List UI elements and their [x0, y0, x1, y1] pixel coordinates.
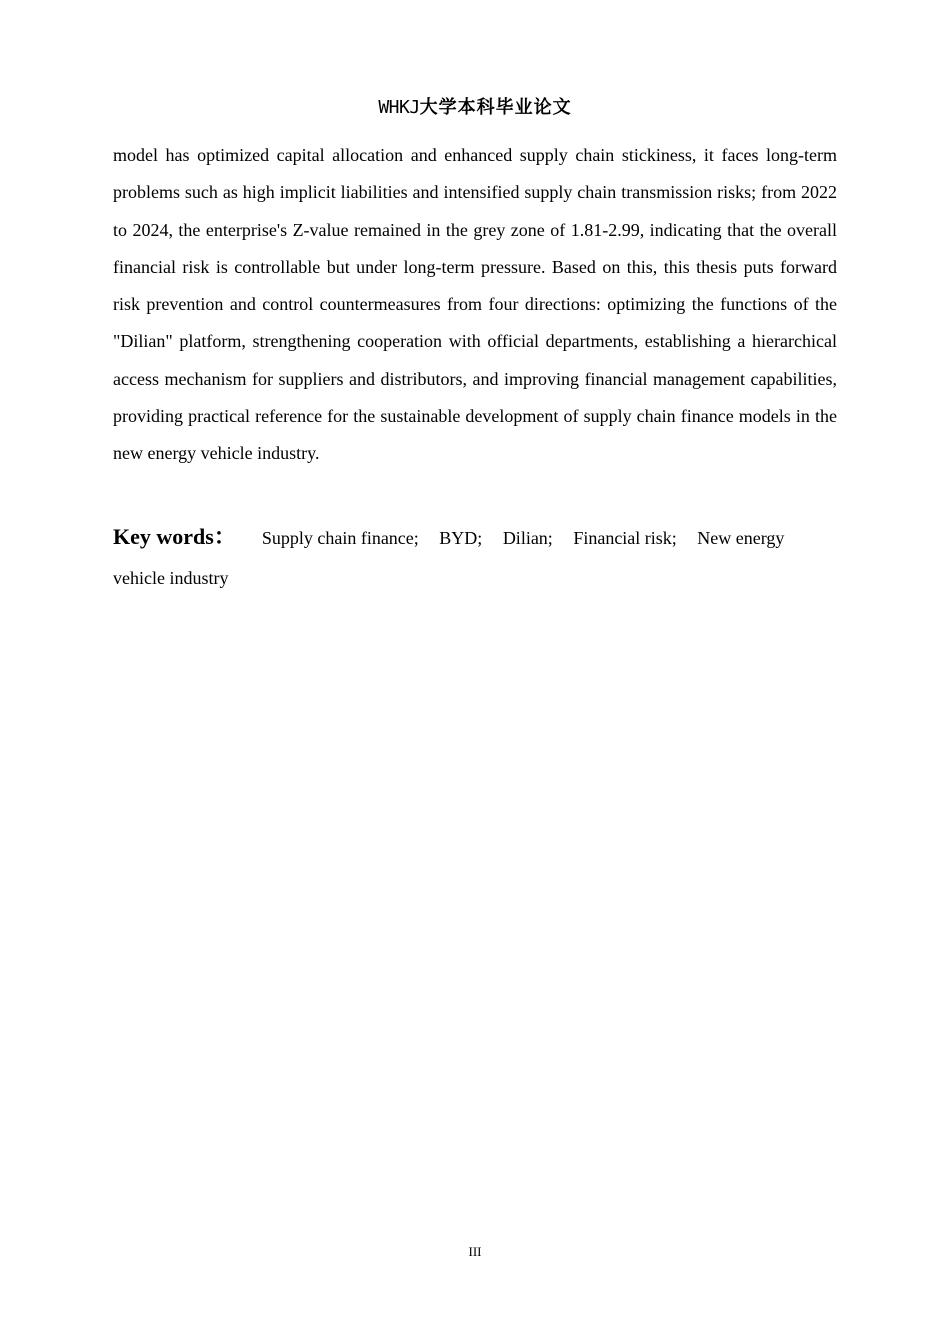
keyword-item: New energy vehicle industry [113, 528, 785, 588]
page-number: III [468, 1244, 482, 1259]
keyword-item: Supply chain finance; [261, 528, 419, 548]
header-title: 大学本科毕业论文 [419, 97, 572, 118]
header-institution-code: WHKJ [378, 97, 420, 118]
keyword-item: Dilian; [502, 528, 553, 548]
running-header [0, 93, 950, 122]
keyword-item: Financial risk; [573, 528, 677, 548]
keyword-item: BYD; [439, 528, 483, 548]
abstract-paragraph: model has optimized capital allocation and enhanced supply chain stickiness, it faces long-term problems such as high implicit liabilities and intensified supply chain transmission risks; from 2022 to 2024, the enterprise's Z-value remained in the grey zone of 1.81-2.99, indicating that the overall financial risk is controllable but under long-term pressure. Based on this, this thesis puts forward risk prevention and control countermeasures from four directions: optimizing the functions of the "Dilian" platform, strengthening cooperation with official departments, establishing a hierarchical access mechanism for suppliers and distributors, and improving financial management capabilities, providing practical reference for the sustainable development of supply chain finance models in the new energy vehicle industry. [113, 145, 837, 464]
keywords-label: Key words： [113, 524, 236, 549]
keywords-line [113, 517, 837, 598]
